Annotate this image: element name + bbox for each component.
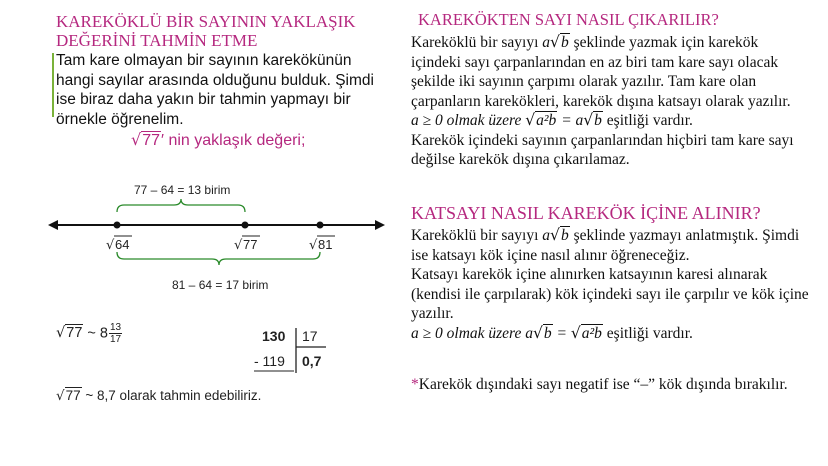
point-64 (114, 222, 121, 229)
right-paragraph-1: Kareköklü bir sayıyı a√b şeklinde yazmak için karekök içindeki sayı çarpanlarından en az biri tam kare sayı olacak şekilde iki sayının çarpımı olarak yazılır. Tam kare olan çarpanların karekökleri, karekök dışına katsayı olarak yazılır. a ≥ 0 olmak üzere √a²b = a√b eşitliği vardır. Karekök içindeki sayının çarpanlarından hiçbiri tam kare sayı değilse karekök dışına çıkarılamaz. (411, 33, 794, 168)
intro-accent-bar (52, 53, 54, 117)
approx-conclusion: √77 ~ 8,7 olarak tahmin edebiliriz. (56, 388, 262, 404)
right-section-title-1: KAREKÖKTEN SAYI NASIL ÇIKARILIR? (418, 10, 719, 29)
point-81 (317, 222, 324, 229)
right-paragraph-2: Kareköklü bir sayıyı a√b şeklinde yazmayı anlatmıştık. Şimdi ise katsayı kök içine nasıl alınır öğreneceğiz. Katsayı karekök içine alınırken katsayının karesi alınarak (kendisi ile çarpılarak) kök içindeki sayı ile çarpılır ve kök içine yazılır. a ≥ 0 olmak üzere a√b = √a²b eşitliği vardır. (411, 226, 809, 342)
left-section-title: KAREKÖKLÜ BİR SAYININ YAKLAŞIK DEĞERİNİ TAHMİN ETME (56, 12, 356, 50)
long-division (254, 326, 354, 376)
bottom-brace-label: 81 – 64 = 17 birim (172, 278, 269, 292)
sqrt-77-heading: √77 (131, 130, 160, 149)
left-arrow-icon (48, 220, 58, 230)
top-brace (117, 199, 245, 212)
label-sqrt64-sign: √ (106, 238, 115, 253)
approx-fraction: √77 ~ 8 $\frac{13}{17}$ (56, 322, 122, 345)
subtrahend: - 119 (254, 353, 285, 369)
label-sqrt64: 64 (115, 237, 130, 252)
right-note: *Karekök dışındaki sayı negatif ise “–” kök dışında bırakılır. (411, 376, 788, 393)
number-line-diagram (44, 180, 389, 295)
right-arrow-icon (375, 220, 385, 230)
left-intro-text: Tam kare olmayan bir sayının karekökünün hangi sayılar arasında olduğunu bulduk. Şimdi ise biraz daha yakın bir tahmin yapmayı bir örnekle öğrenelim. (56, 52, 374, 128)
right-section-title-2: KATSAYI NASIL KAREKÖK İÇİNE ALINIR? (411, 203, 761, 223)
label-sqrt81: 81 (318, 237, 333, 252)
label-sqrt81-sign: √ (309, 238, 318, 253)
approx-heading-text: nin yaklaşık değeri; (168, 132, 306, 149)
top-brace-label: 77 – 64 = 13 birim (134, 183, 231, 197)
label-sqrt77-sign: √ (234, 238, 243, 253)
point-77 (242, 222, 249, 229)
label-sqrt77: 77 (243, 237, 258, 252)
quotient: 0,7 (302, 353, 322, 369)
approx-heading: √77′ nin yaklaşık değeri; (131, 130, 306, 149)
bottom-brace (117, 252, 320, 265)
divisor: 17 (302, 328, 318, 344)
dividend: 130 (262, 328, 286, 344)
